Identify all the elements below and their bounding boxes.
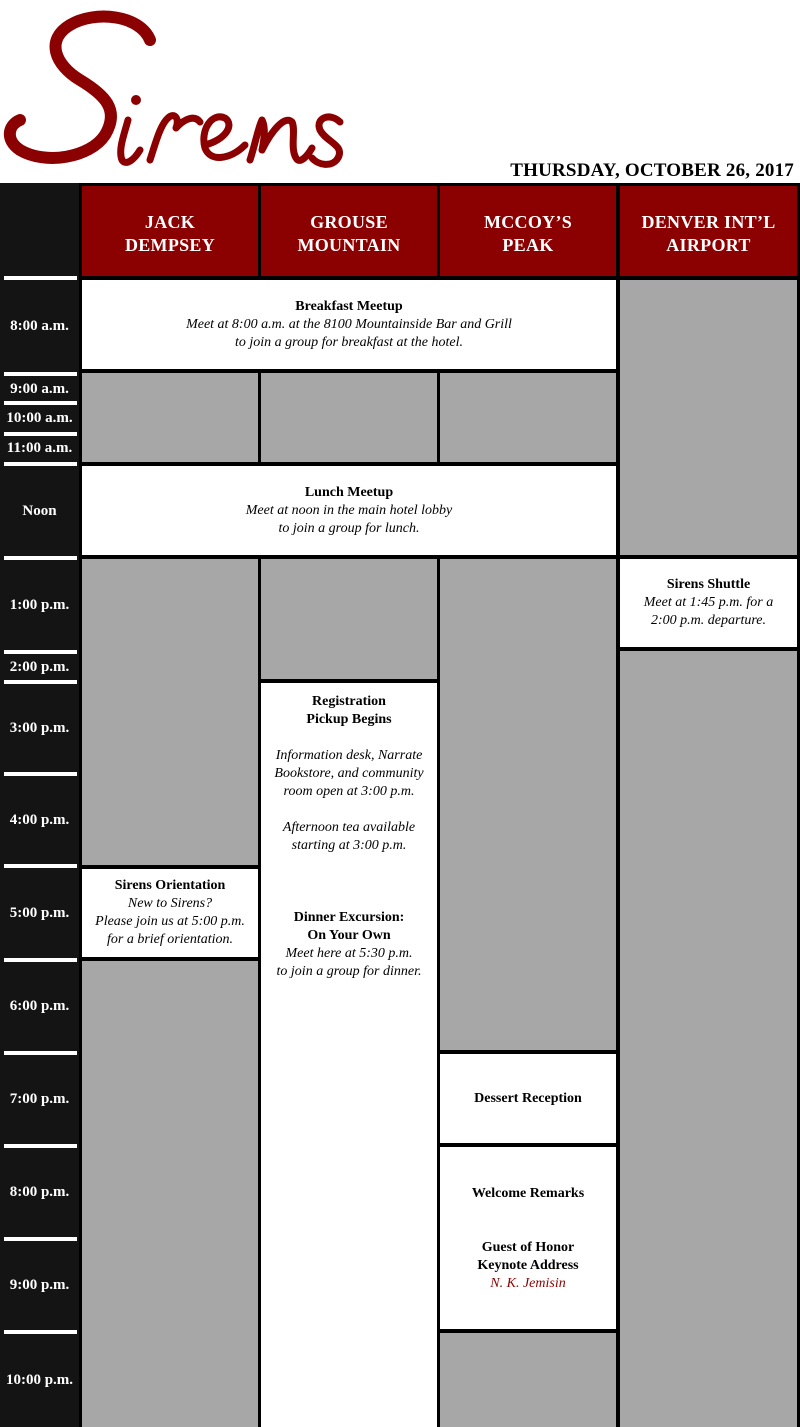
- event-sirens-orientation: Sirens Orientation New to Sirens? Please join us at 5:00 p.m. for a brief orientation.: [82, 869, 258, 957]
- event-breakfast-meetup: Breakfast Meetup Meet at 8:00 a.m. at the 8100 Mountainside Bar and Grill to join a group for breakfast at the hotel.: [82, 280, 616, 369]
- event-sirens-shuttle: Sirens Shuttle Meet at 1:45 p.m. for a 2:00 p.m. departure.: [620, 559, 797, 647]
- time-slot: 4:00 p.m.: [9, 811, 70, 828]
- column-header-mccoys-peak: MCCOY’S PEAK: [440, 186, 616, 276]
- time-slot: 9:00 p.m.: [9, 1277, 70, 1293]
- sirens-logo: [0, 0, 360, 185]
- event-dessert-reception: Dessert Reception: [440, 1054, 616, 1143]
- empty-slot: [261, 559, 437, 679]
- column-header-jack-dempsey: JACK DEMPSEY: [82, 186, 258, 276]
- time-column: [0, 183, 79, 1427]
- time-slot: 11:00 a.m.: [6, 440, 73, 456]
- empty-slot: [620, 280, 797, 555]
- empty-slot: [440, 1333, 616, 1427]
- empty-slot: [620, 651, 797, 1427]
- time-slot: 8:00 a.m.: [10, 317, 69, 334]
- event-date: THURSDAY, OCTOBER 26, 2017: [510, 160, 794, 181]
- time-slot: 8:00 p.m.: [9, 1184, 70, 1200]
- time-slot: 1:00 p.m.: [9, 596, 70, 613]
- time-slot: 10:00 a.m.: [6, 409, 73, 426]
- schedule-grid: [0, 183, 800, 1427]
- empty-slot: [82, 559, 258, 865]
- time-slot: 7:00 p.m.: [9, 1091, 70, 1107]
- empty-slot: [82, 373, 258, 462]
- time-slot: 2:00 p.m.: [9, 658, 70, 675]
- speaker-name: N. K. Jemisin: [490, 1276, 566, 1291]
- empty-slot: [261, 373, 437, 462]
- empty-slot: [82, 961, 258, 1427]
- event-registration-pickup: Registration Pickup Begins Information desk, Narrate Bookstore, and community room open at 3:00 p.m. Afternoon tea available starting at 3:00 p.m. Dinner Excursion: On Your Own Meet here at 5:30 p.m. to join a group for dinner.: [261, 683, 437, 1427]
- time-slot: 6:00 p.m.: [9, 998, 70, 1014]
- time-slot: 5:00 p.m.: [9, 904, 70, 921]
- empty-slot: [440, 559, 616, 1050]
- time-slot: Noon: [22, 502, 57, 519]
- time-slot: 3:00 p.m.: [9, 719, 70, 736]
- column-header-grouse-mountain: GROUSE MOUNTAIN: [261, 186, 437, 276]
- event-lunch-meetup: Lunch Meetup Meet at noon in the main hotel lobby to join a group for lunch.: [82, 466, 616, 555]
- empty-slot: [440, 373, 616, 462]
- time-slot: 9:00 a.m.: [10, 381, 69, 397]
- time-slot: 10:00 p.m.: [5, 1372, 74, 1388]
- event-welcome-remarks: Welcome Remarks Guest of Honor Keynote Address N. K. Jemisin: [440, 1147, 616, 1329]
- column-header-denver-airport: DENVER INT’L AIRPORT: [620, 186, 797, 276]
